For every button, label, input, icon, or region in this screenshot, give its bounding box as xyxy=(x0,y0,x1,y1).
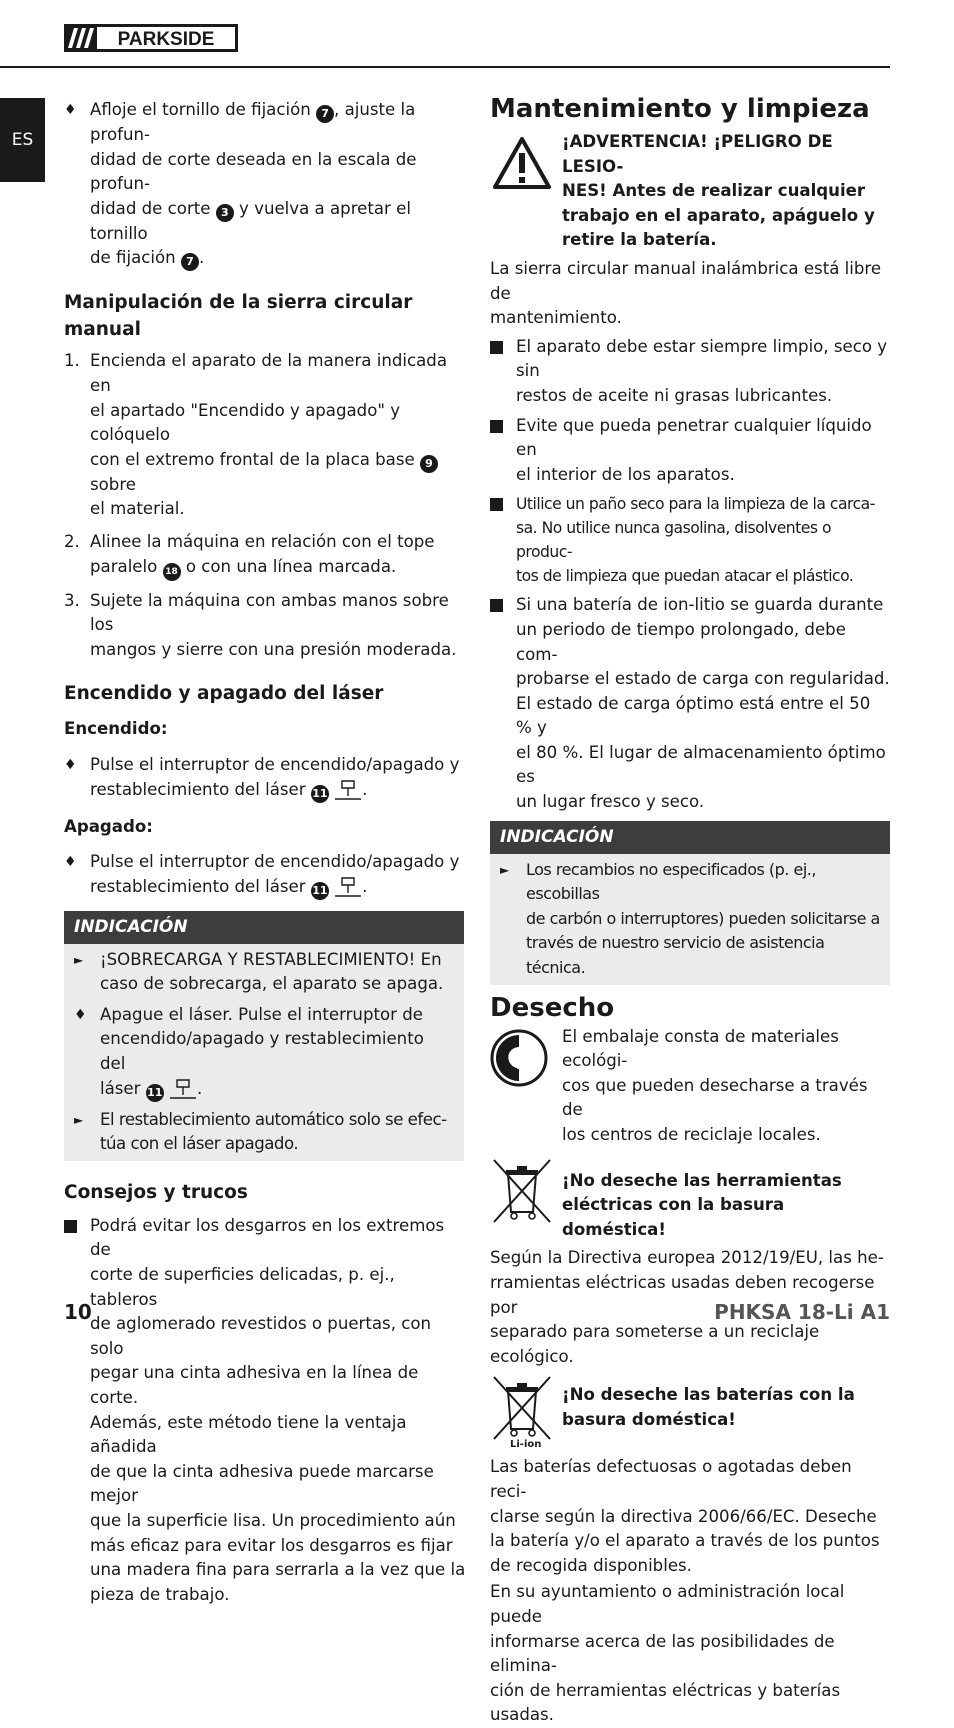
diamond-icon: ♦ xyxy=(64,756,77,773)
note-title: INDICACIÓN xyxy=(64,911,464,944)
left-column xyxy=(64,98,466,1607)
maint-bullet-2: Evite que pueda penetrar cualquier líquido en el interior de los aparatos. xyxy=(490,414,890,488)
right-column xyxy=(490,92,890,1728)
ref-7b: 7 xyxy=(181,253,199,271)
off-bullet: ♦ Pulse el interruptor de encendido/apagado y restablecimiento del láser 11 . xyxy=(64,850,466,900)
arrow-icon: ► xyxy=(74,952,84,967)
intro-bullet: ♦ Afloje el tornillo de fijación 7 , ajuste la profun- didad de corte deseada en la escala de profun- didad de corte 3 y vuelva a apretar el tornillo de fijación 7 . xyxy=(64,98,466,271)
crossed-bin-icon xyxy=(490,1158,554,1224)
ref-7: 7 xyxy=(316,105,334,123)
laser-icon xyxy=(169,1078,197,1100)
maintenance-intro: La sierra circular manual inalámbrica está libre de mantenimiento. xyxy=(490,258,882,328)
page-number: 10 xyxy=(64,1300,92,1324)
step-2: 2. Alinee la máquina en relación con el tope paralelo 18 o con una línea marcada. xyxy=(64,530,466,581)
step-1: 1. Encienda el aparato de la manera indicada en el apartado "Encendido y apagado" y colóquelo con el extremo frontal de la placa base 9 sobre el material. xyxy=(64,351,447,519)
logo-text: PARKSIDE xyxy=(117,29,215,50)
note-box-left xyxy=(64,911,464,1161)
crossed-bin-battery-icon xyxy=(490,1375,554,1441)
maint-bullet-3: Utilice un paño seco para la limpieza de la carca- sa. No utilice nunca gasolina, disolventes o produc- tos de limpieza que puedan atacar el plástico. xyxy=(490,492,890,588)
square-bullet-icon xyxy=(490,341,503,354)
ref-9: 9 xyxy=(420,455,438,473)
ref-18: 18 xyxy=(163,563,181,581)
diamond-icon: ♦ xyxy=(64,102,77,118)
note-title: INDICACIÓN xyxy=(490,821,890,854)
ref-3: 3 xyxy=(216,204,234,222)
ref-11: 11 xyxy=(311,785,329,803)
warning-block: ¡ADVERTENCIA! ¡PELIGRO DE LESIO- NES! Antes de realizar cualquier trabajo en el aparato, apáguelo y retire la batería. xyxy=(490,130,890,253)
square-bullet-icon xyxy=(490,420,503,433)
ref-11: 11 xyxy=(146,1084,164,1102)
battery-warning-block: Li-ion ¡No deseche las baterías con la basura doméstica! xyxy=(490,1375,890,1453)
council-text: En su ayuntamiento o administración local puede informarse acerca de las posibilidades de elimina- ción de herramientas eléctricas y baterías usadas. xyxy=(490,1582,845,1725)
weee-directive-text: Según la Directiva europea 2012/19/EU, las he- rramientas eléctricas usadas deben recogerse por separado para someterse a un reciclaje ecológico. xyxy=(490,1248,884,1366)
li-ion-label: Li-ion xyxy=(510,1439,542,1451)
off-label: Apagado: xyxy=(64,816,153,836)
model-name: PHKSA 18-Li A1 xyxy=(714,1300,890,1324)
warning-triangle-icon xyxy=(492,136,552,190)
language-tab: ES xyxy=(0,98,45,182)
disposal-heading: Desecho xyxy=(490,992,615,1023)
note-box-right xyxy=(490,821,890,985)
laser-icon xyxy=(334,779,362,801)
tips-heading: Consejos y trucos xyxy=(64,1181,248,1203)
manual-heading: Manipulación de la sierra circular manual xyxy=(64,292,413,341)
arrow-icon: ► xyxy=(74,1112,83,1127)
on-label: Encendido: xyxy=(64,719,168,739)
on-bullet: ♦ Pulse el interruptor de encendido/apagado y restablecimiento del láser 11 . xyxy=(64,753,466,803)
note-item-auto: ► El restablecimiento automático solo se efec- túa con el láser apagado. xyxy=(74,1109,447,1154)
square-bullet-icon xyxy=(490,599,503,612)
maintenance-heading: Mantenimiento y limpieza xyxy=(490,94,870,124)
header-rule xyxy=(0,66,890,68)
note-item-overload: ► ¡SOBRECARGA Y RESTABLECIMIENTO! En caso de sobrecarga, el aparato se apaga. xyxy=(74,949,444,994)
laser-heading: Encendido y apagado del láser xyxy=(64,683,384,705)
square-bullet-icon xyxy=(490,498,503,511)
ref-11: 11 xyxy=(311,882,329,900)
tips-item: Podrá evitar los desgarros en los extremos de corte de superficies delicadas, p. ej., tableros de aglomerado revestidos o puertas, con solo pegar una cinta adhesiva en la línea de corte. Además, este método tiene la ventaja añadida de que la cinta adhesiva puede marcarse mejor que la superficie lisa. Un procedimiento aún más eficaz para evitar los desgarros es fijar una madera fina para serrarla a la vez que la pieza de trabajo. xyxy=(64,1214,466,1608)
diamond-icon: ♦ xyxy=(74,1006,87,1023)
tools-warning-block: ¡No deseche las herramientas eléctricas con la basura doméstica! xyxy=(490,1158,890,1243)
arrow-icon: ► xyxy=(500,862,509,877)
note-item-reset: ♦ Apague el láser. Pulse el interruptor de encendido/apagado y restablecimiento del láser 11 . xyxy=(74,1003,454,1102)
square-bullet-icon xyxy=(64,1220,77,1233)
maint-bullet-1: El aparato debe estar siempre limpio, seco y sin restos de aceite ni grasas lubricantes. xyxy=(490,335,890,409)
recycling-green-dot-icon xyxy=(490,1029,548,1087)
laser-icon xyxy=(334,876,362,898)
battery-disposal-text: Las baterías defectuosas o agotadas deben reci- clarse según la directiva 2006/66/EC. Deseche la batería y/o el aparato a través de los puntos de recogida disponibles. xyxy=(490,1457,880,1575)
packaging-block: El embalaje consta de materiales ecológi- cos que pueden desecharse a través de los centros de reciclaje locales. xyxy=(490,1025,890,1148)
maint-bullet-4: Si una batería de ion-litio se guarda durante un periodo de tiempo prolongado, debe com- probarse el estado de carga con regularidad. El estado de carga óptimo está entre el 50 % y el 80 %. El lugar de almacenamiento óptimo es un lugar fresco y seco. xyxy=(490,593,890,814)
note-spare-parts: ► Los recambios no especificados (p. ej., escobillas de carbón o interruptores) pueden solicitarse a través de nuestro servicio de asistencia técnica. xyxy=(500,859,880,978)
diamond-icon: ♦ xyxy=(64,854,77,871)
parkside-logo xyxy=(64,24,238,52)
step-3: 3. Sujete la máquina con ambas manos sobre los mangos y sierre con una presión moderada. xyxy=(64,590,457,659)
